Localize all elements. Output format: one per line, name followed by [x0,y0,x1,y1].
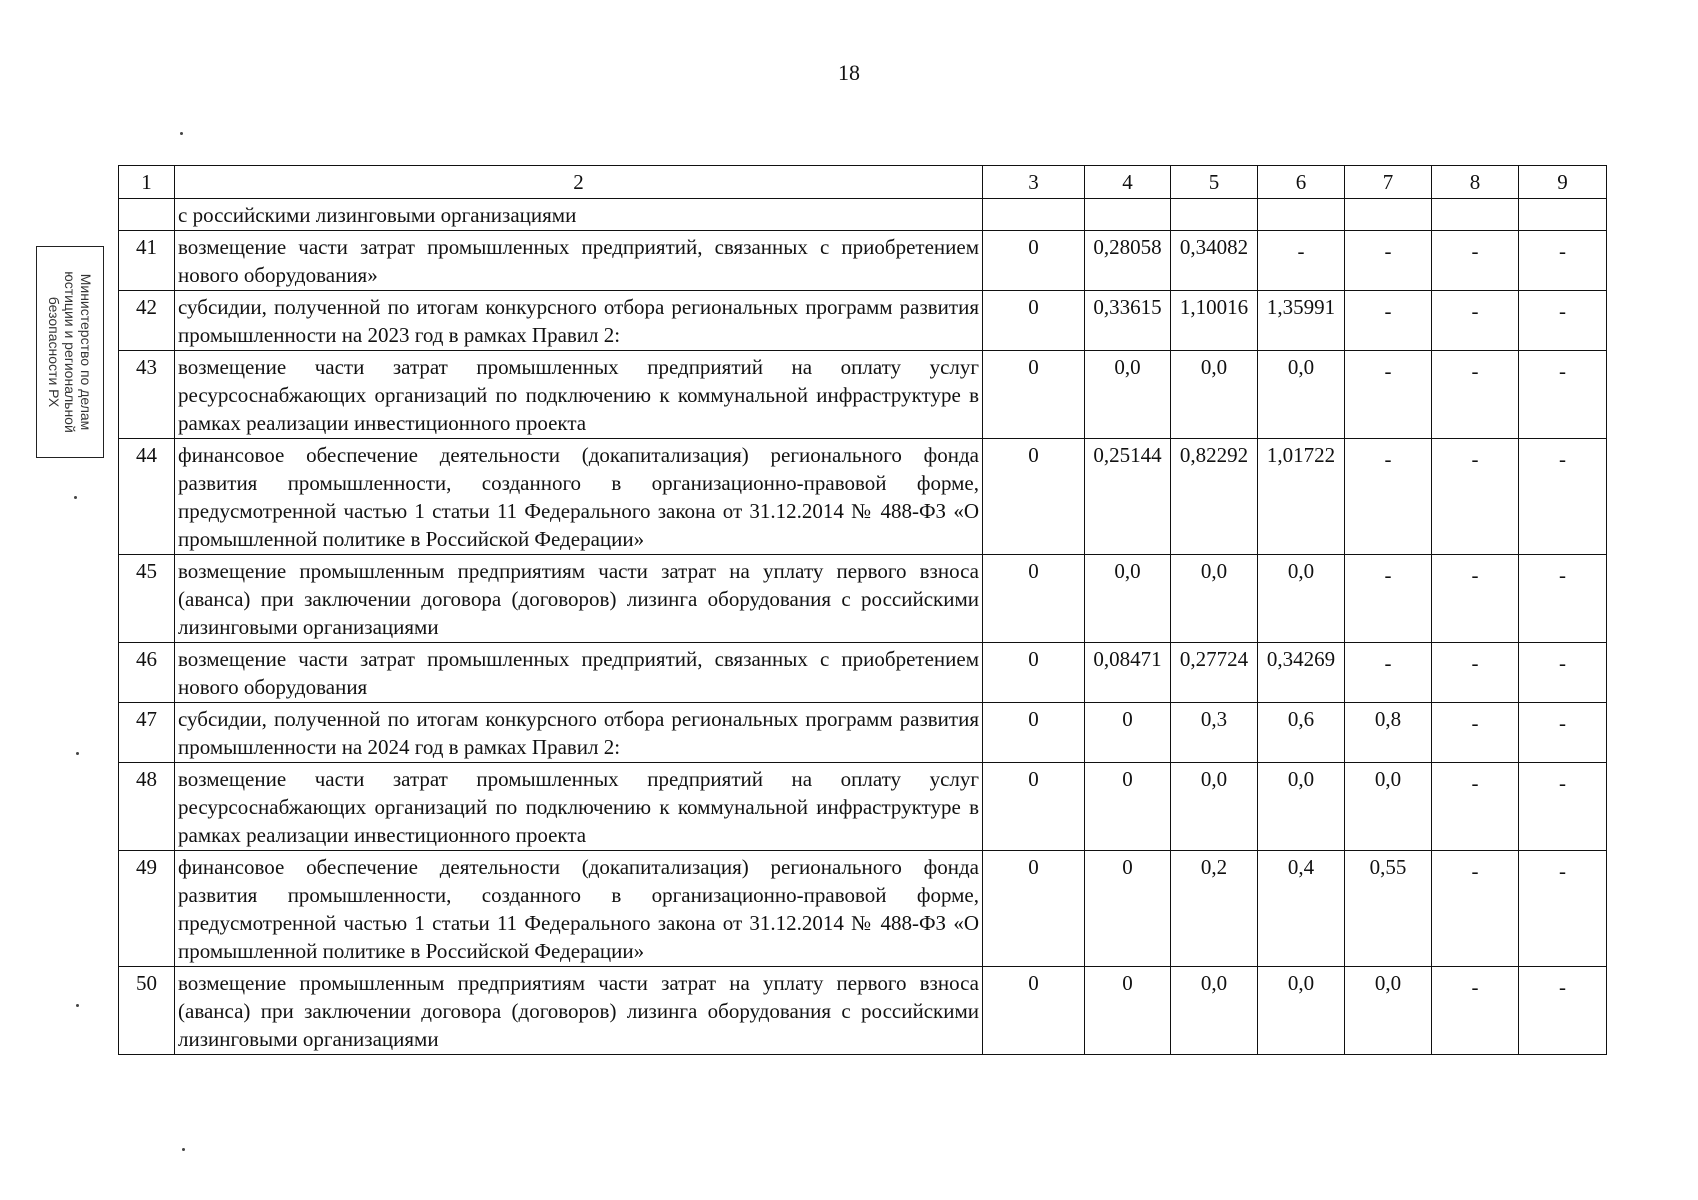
table-row [119,555,1607,643]
value-cell: 0,0 [1258,763,1345,851]
value-cell: 1,35991 [1258,291,1345,351]
value-cell: 0 [983,851,1085,967]
value-cell [1345,199,1432,231]
value-cell: 0 [983,351,1085,439]
scan-speck [76,752,79,755]
value-cell: 0 [983,967,1085,1055]
continuation-row [119,199,1607,231]
value-cell: 0,34269 [1258,643,1345,703]
header-cell: 8 [1432,166,1519,199]
value-cell: 0 [983,643,1085,703]
row-number-cell: 48 [119,763,175,851]
description-cell: возмещение части затрат промышленных предприятий на оплату услуг ресурсоснабжающих организаций по подключению к коммунальной инфраструктуре в рамках реализации инвестиционного проекта [175,763,983,851]
value-cell: - [1519,351,1607,439]
table-row [119,703,1607,763]
value-cell: 0,55 [1345,851,1432,967]
scan-speck [76,1004,79,1007]
header-cell: 6 [1258,166,1345,199]
value-cell: 0,82292 [1171,439,1258,555]
value-cell: - [1432,703,1519,763]
value-cell: 0,0 [1345,967,1432,1055]
value-cell: - [1345,439,1432,555]
value-cell: - [1432,439,1519,555]
value-cell: - [1519,291,1607,351]
value-cell: 0,08471 [1085,643,1171,703]
value-cell: 0,0 [1085,351,1171,439]
value-cell: 0,0 [1085,555,1171,643]
header-cell: 1 [119,166,175,199]
value-cell: 0,6 [1258,703,1345,763]
value-cell: - [1345,291,1432,351]
value-cell [983,199,1085,231]
value-cell: 0,0 [1258,555,1345,643]
header-cell: 3 [983,166,1085,199]
row-number-cell: 46 [119,643,175,703]
scan-speck [74,496,77,499]
header-cell: 2 [175,166,983,199]
value-cell: 0 [1085,967,1171,1055]
value-cell: 1,10016 [1171,291,1258,351]
scan-speck [180,132,183,135]
value-cell: - [1432,555,1519,643]
value-cell: 0 [983,763,1085,851]
value-cell: - [1432,231,1519,291]
value-cell: 0 [983,439,1085,555]
description-cell: субсидии, полученной по итогам конкурсного отбора региональных программ развития промышленности на 2024 год в рамках Правил 2: [175,703,983,763]
value-cell: - [1432,763,1519,851]
value-cell: 0 [983,291,1085,351]
header-cell: 4 [1085,166,1171,199]
value-cell: 0,28058 [1085,231,1171,291]
header-cell: 7 [1345,166,1432,199]
value-cell: 0,0 [1345,763,1432,851]
table-row [119,291,1607,351]
value-cell: 0,0 [1258,967,1345,1055]
value-cell: 0 [1085,763,1171,851]
value-cell: 0 [1085,703,1171,763]
row-number-cell: 50 [119,967,175,1055]
value-cell: 0 [983,231,1085,291]
value-cell: - [1432,643,1519,703]
value-cell: - [1519,851,1607,967]
value-cell: 0,4 [1258,851,1345,967]
page-number: 18 [838,60,860,85]
value-cell: 0,27724 [1171,643,1258,703]
value-cell: 0 [983,703,1085,763]
scan-speck [182,1148,185,1151]
stamp-line: Министерство по делам [78,273,94,431]
value-cell: - [1519,231,1607,291]
value-cell: 0,25144 [1085,439,1171,555]
registration-stamp [36,246,104,458]
description-cell: с российскими лизинговыми организациями [175,199,983,231]
row-number-cell [119,199,175,231]
value-cell [1258,199,1345,231]
table-row [119,439,1607,555]
value-cell: - [1519,643,1607,703]
value-cell: 0,0 [1171,763,1258,851]
value-cell: 0,33615 [1085,291,1171,351]
row-number-cell: 45 [119,555,175,643]
description-cell: финансовое обеспечение деятельности (докапитализация) регионального фонда развития промышленности, созданного в организационно-правовой форме, предусмотренной частью 1 статьи 11 Федерального закона от 31.12.2014 № 488-ФЗ «О промышленной политике в Российской Федерации» [175,439,983,555]
value-cell: 0,34082 [1171,231,1258,291]
row-number-cell: 47 [119,703,175,763]
value-cell: 0,0 [1258,351,1345,439]
value-cell: 0,8 [1345,703,1432,763]
value-cell [1171,199,1258,231]
value-cell [1519,199,1607,231]
value-cell: - [1345,555,1432,643]
value-cell: 0,0 [1171,351,1258,439]
value-cell: - [1519,439,1607,555]
description-cell: возмещение части затрат промышленных предприятий, связанных с приобретением нового оборудования [175,643,983,703]
row-number-cell: 43 [119,351,175,439]
stamp-line: юстиции и региональной [62,271,78,433]
value-cell: - [1519,555,1607,643]
table-row [119,231,1607,291]
table-row [119,643,1607,703]
table-row [119,351,1607,439]
value-cell: 0,0 [1171,555,1258,643]
value-cell: - [1345,231,1432,291]
value-cell: 0,3 [1171,703,1258,763]
value-cell: - [1432,291,1519,351]
header-cell: 5 [1171,166,1258,199]
table-row [119,763,1607,851]
value-cell: - [1258,231,1345,291]
stamp-line: безопасности РХ [46,296,62,408]
description-cell: возмещение промышленным предприятиям части затрат на уплату первого взноса (аванса) при заключении договора (договоров) лизинга оборудования с российскими лизинговыми организациями [175,555,983,643]
description-cell: возмещение промышленным предприятиям части затрат на уплату первого взноса (аванса) при заключении договора (договоров) лизинга оборудования с российскими лизинговыми организациями [175,967,983,1055]
value-cell: - [1519,967,1607,1055]
row-number-cell: 41 [119,231,175,291]
description-cell: субсидии, полученной по итогам конкурсного отбора региональных программ развития промышленности на 2023 год в рамках Правил 2: [175,291,983,351]
value-cell: 0,2 [1171,851,1258,967]
funding-table [118,165,1607,1055]
value-cell: 0,0 [1171,967,1258,1055]
description-cell: возмещение части затрат промышленных предприятий на оплату услуг ресурсоснабжающих организаций по подключению к коммунальной инфраструктуре в рамках реализации инвестиционного проекта [175,351,983,439]
value-cell: - [1519,763,1607,851]
table-row [119,851,1607,967]
value-cell: - [1432,351,1519,439]
description-cell: финансовое обеспечение деятельности (докапитализация) регионального фонда развития промышленности, созданного в организационно-правовой форме, предусмотренной частью 1 статьи 11 Федерального закона от 31.12.2014 № 488-ФЗ «О промышленной политике в Российской Федерации» [175,851,983,967]
header-row [119,166,1607,199]
row-number-cell: 49 [119,851,175,967]
value-cell: - [1345,643,1432,703]
value-cell: - [1432,851,1519,967]
value-cell: - [1345,351,1432,439]
table-row [119,967,1607,1055]
stamp-text [46,246,94,458]
value-cell: 0 [983,555,1085,643]
value-cell: 0 [1085,851,1171,967]
description-cell: возмещение части затрат промышленных предприятий, связанных с приобретением нового оборудования» [175,231,983,291]
value-cell [1085,199,1171,231]
header-cell: 9 [1519,166,1607,199]
value-cell: 1,01722 [1258,439,1345,555]
value-cell: - [1432,967,1519,1055]
row-number-cell: 42 [119,291,175,351]
value-cell [1432,199,1519,231]
row-number-cell: 44 [119,439,175,555]
value-cell: - [1519,703,1607,763]
